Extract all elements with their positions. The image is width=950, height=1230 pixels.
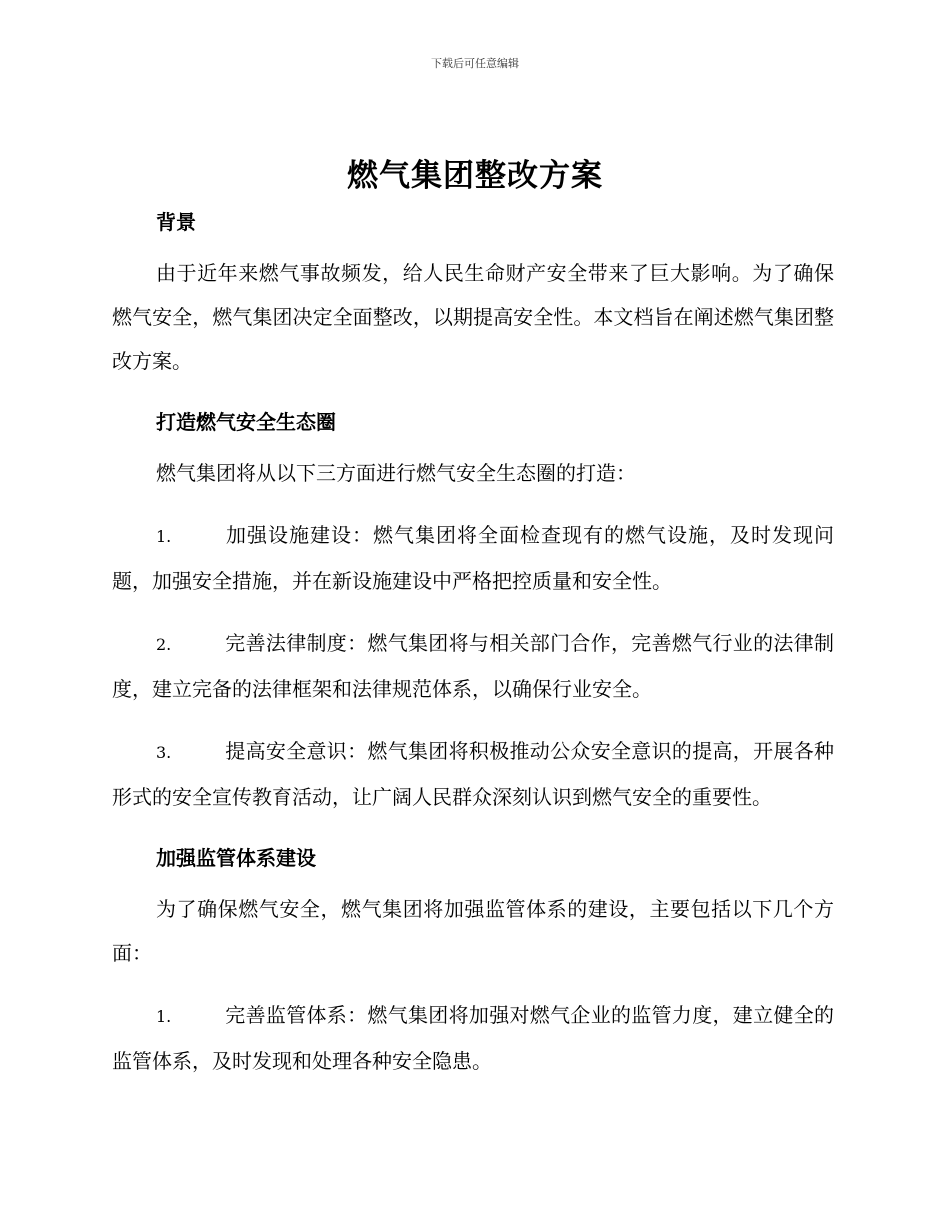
ecosystem-intro-paragraph: 燃气集团将从以下三方面进行燃气安全生态圈的打造： (156, 461, 636, 485)
list-item-text: 完善法律制度：燃气集团将与相关部门合作，完善燃气行业的法律制度，建立完备的法律框架和法律规范体系，以确保行业安全。 (112, 631, 834, 701)
document-body (112, 205, 834, 1083)
list-item-number: 1. (156, 1007, 172, 1026)
list-item-number: 1. (156, 527, 172, 546)
background-paragraph: 由于近年来燃气事故频发，给人民生命财产安全带来了巨大影响。为了确保燃气安全，燃气集团决定全面整改，以期提高安全性。本文档旨在阐述燃气集团整改方案。 (112, 261, 834, 373)
list-item (112, 729, 834, 819)
list-item-text: 提高安全意识：燃气集团将积极推动公众安全意识的提高，开展各种形式的安全宣传教育活动，让广阔人民群众深刻认识到燃气安全的重要性。 (112, 739, 834, 809)
list-item-number: 2. (156, 635, 172, 654)
document-title: 燃气集团整改方案 (347, 158, 603, 194)
list-item-text: 加强设施建设：燃气集团将全面检查现有的燃气设施，及时发现问题，加强安全措施，并在新设施建设中严格把控质量和安全性。 (112, 523, 834, 593)
list-item (112, 993, 834, 1083)
list-item-text: 完善监管体系：燃气集团将加强对燃气企业的监管力度，建立健全的监管体系，及时发现和处理各种安全隐患。 (112, 1003, 834, 1073)
header-note: 下载后可任意编辑 (431, 57, 519, 70)
section-heading-ecosystem: 打造燃气安全生态圈 (156, 410, 336, 434)
list-item-number: 3. (156, 743, 172, 762)
section-heading-background: 背景 (156, 210, 196, 234)
section-heading-supervision: 加强监管体系建设 (156, 846, 316, 870)
supervision-intro-paragraph: 为了确保燃气安全，燃气集团将加强监管体系的建设，主要包括以下几个方面： (112, 897, 834, 965)
list-item (112, 621, 834, 711)
list-item (112, 513, 834, 603)
